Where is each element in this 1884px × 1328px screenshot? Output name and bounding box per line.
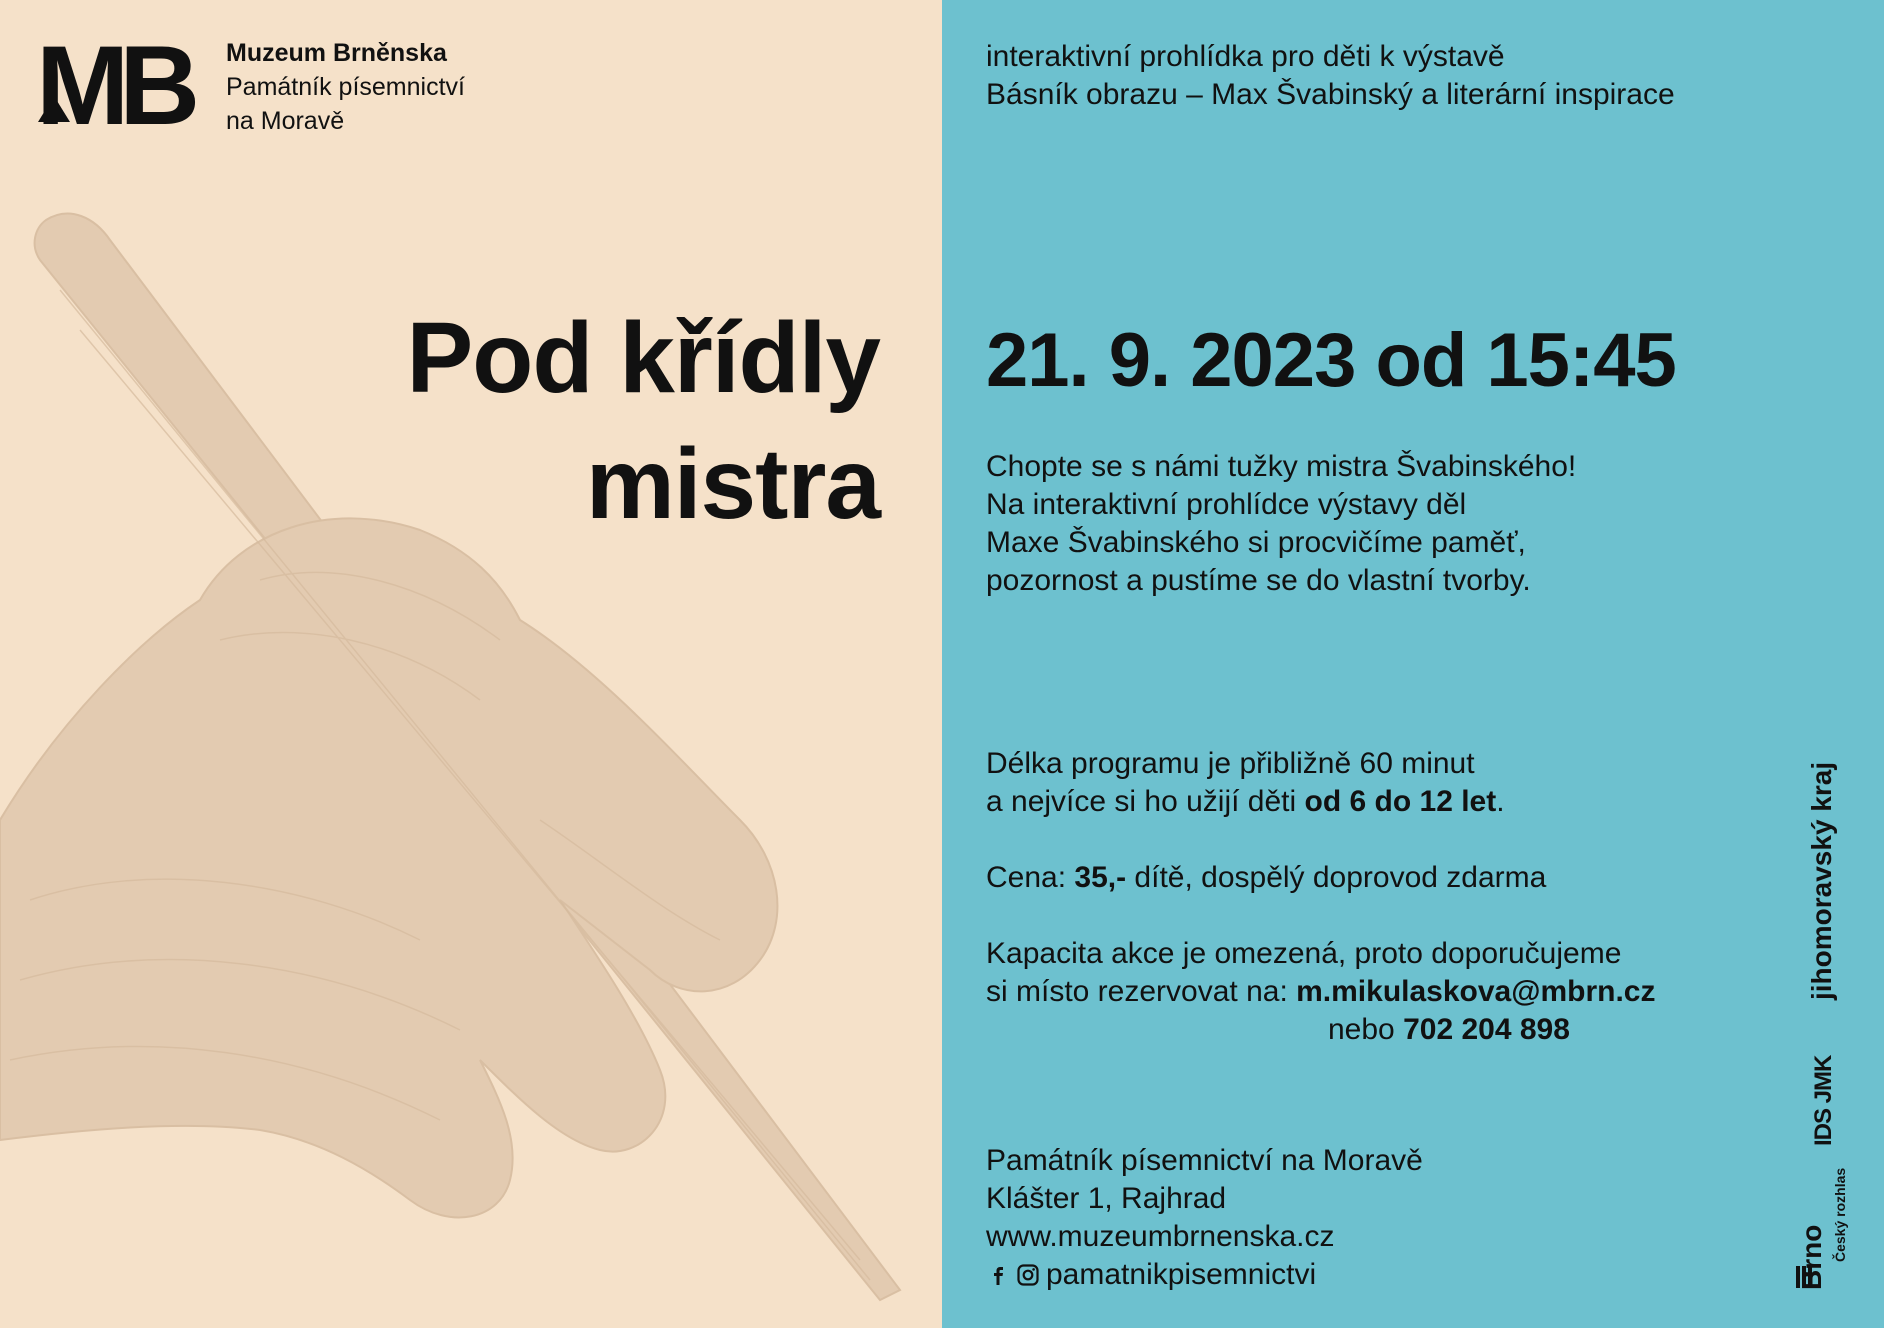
price-value: 35,- (1074, 861, 1127, 894)
duration-prefix: a nejvíce si ho užijí děti (986, 785, 1305, 818)
capacity-line1: Kapacita akce je omezená, proto doporučujeme (986, 937, 1622, 970)
subtitle (986, 38, 1675, 114)
contact (986, 1142, 1423, 1294)
title-line1: Pod křídly (406, 302, 880, 414)
sponsor-ids-logo: IDS JMK (1810, 1055, 1837, 1146)
or-text: nebo (1328, 1013, 1404, 1046)
page-title (260, 295, 880, 547)
description-line: pozornost a pustíme se do vlastní tvorby. (986, 564, 1531, 597)
price-suffix: dítě, dospělý doprovod zdarma (1126, 861, 1547, 894)
description (986, 448, 1576, 600)
subtitle-line2: Básník obrazu – Max Švabinský a literární inspirace (986, 78, 1675, 111)
logo-foot-shape (38, 96, 70, 122)
age-range: od 6 do 12 let (1304, 785, 1497, 818)
price-prefix: Cena: (986, 861, 1075, 894)
duration-end: . (1496, 785, 1505, 818)
social-row (986, 1256, 1423, 1294)
capacity-line2 (986, 973, 1656, 1011)
subtitle-line1: interaktivní prohlídka pro děti k výstavě (986, 40, 1505, 73)
logo-text (226, 36, 465, 138)
event-date: 21. 9. 2023 od 15:45 (986, 318, 1676, 403)
duration-line2 (986, 783, 1656, 821)
sponsor-cesky-rozhlas-logo: Český rozhlas (1832, 1167, 1848, 1262)
phone-line (986, 1011, 1656, 1049)
logo-line2: Památník písemnictví (226, 73, 465, 101)
instagram-icon[interactable] (1016, 1263, 1040, 1287)
right-panel (942, 0, 1884, 1328)
description-line: Na interaktivní prohlídce výstavy děl (986, 488, 1467, 521)
venue-name: Památník písemnictví na Moravě (986, 1144, 1423, 1177)
sponsor-brno-logo: Brno (1796, 1224, 1827, 1290)
price-line (986, 859, 1656, 897)
venue-address: Klášter 1, Rajhrad (986, 1182, 1227, 1215)
details (986, 745, 1656, 1049)
logo-mark: MB (36, 23, 191, 148)
capacity-prefix: si místo rezervovat na: (986, 975, 1297, 1008)
website-link[interactable]: www.muzeumbrnenska.cz (986, 1220, 1335, 1253)
logo-line3: na Moravě (226, 107, 345, 135)
social-handle[interactable]: pamatnikpisemnictvi (1046, 1258, 1317, 1291)
description-line: Maxe Švabinského si procvičíme paměť, (986, 526, 1526, 559)
reservation-phone[interactable]: 702 204 898 (1403, 1013, 1570, 1046)
reservation-email[interactable]: m.mikulaskova@mbrn.cz (1296, 975, 1656, 1008)
spacer (986, 821, 1656, 859)
description-line: Chopte se s námi tužky mistra Švabinského! (986, 450, 1577, 483)
sponsor-jmk-logo: jihomoravský kraj (1806, 761, 1837, 1000)
facebook-icon[interactable] (986, 1263, 1010, 1287)
title-line2: mistra (585, 428, 880, 540)
museum-name: Muzeum Brněnska (226, 39, 447, 67)
spacer (986, 897, 1656, 935)
duration-line1: Délka programu je přibližně 60 minut (986, 747, 1475, 780)
